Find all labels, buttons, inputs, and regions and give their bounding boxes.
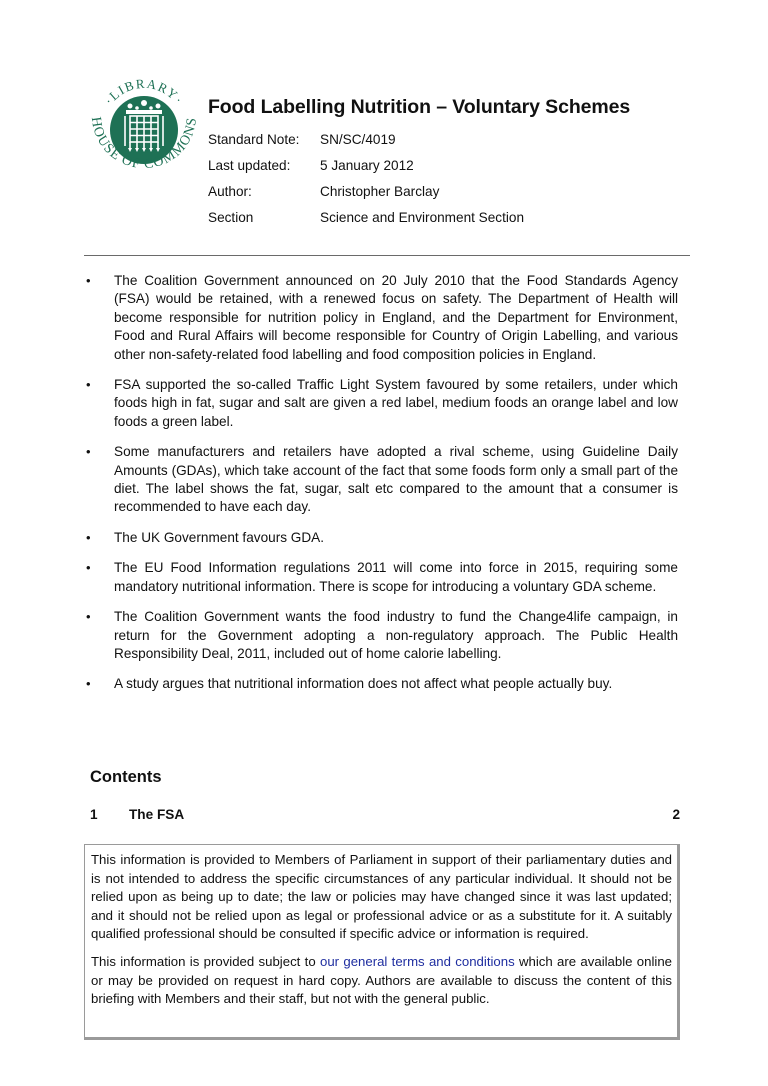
disclaimer-terms-paragraph [91,953,677,1009]
summary-bullet [84,608,678,663]
terms-and-conditions-link[interactable]: our general terms and conditions [319,953,515,969]
bullet-icon: • [86,676,91,692]
meta-value: Christopher Barclay [320,184,440,199]
portcullis-emblem-icon [82,66,206,190]
document-title: Food Labelling Nutrition – Voluntary Schemes [208,96,631,118]
bullet-icon: • [86,273,91,288]
summary-bullet [84,559,678,596]
svg-text:·LIBRARY·: ·LIBRARY· [101,75,187,108]
summary-bullet [84,529,678,547]
bullet-icon: • [86,444,91,460]
bullet-text: Some manufacturers and retailers have adopted a rival scheme, using Guideline Daily Amounts (GDAs), which take account of the fact that some foods form only a small part of the diet. The label shows the fat, sugar, salt etc compared to the amount that a consumer is recommended to have each day. [114,444,678,515]
disclaimer-text: which are available online or may be provided on request in hard copy. Authors are available to discuss the content of this briefing with Members and their staff, but not with the general public. [91,953,673,1007]
bullet-icon: • [86,529,91,545]
toc-entry-page: 2 [672,807,680,822]
house-of-commons-library-logo [82,66,206,190]
svg-text:HOUSE OF COMMONS: HOUSE OF COMMONS [87,116,201,173]
meta-row-standard-note [208,130,688,156]
bullet-text: FSA supported the so-called Traffic Light System favoured by some retailers, under which foods high in fat, sugar and salt are given a red label, medium foods an orange label and low foods a green label. [114,377,678,429]
toc-entry-number: 1 [90,807,98,822]
summary-bullet [84,675,678,693]
contents-heading: Contents [90,768,162,786]
disclaimer-box [84,844,680,1040]
meta-value: 5 January 2012 [320,158,414,173]
summary-bullet-list [84,272,678,706]
disclaimer-text: This information is provided subject to [91,953,320,969]
meta-label: Section [208,210,254,225]
bullet-text: The UK Government favours GDA. [114,529,325,545]
toc-entry-title[interactable]: The FSA [129,807,185,822]
meta-row-last-updated [208,156,688,182]
toc-entry[interactable] [90,807,680,822]
summary-bullet [84,272,678,364]
meta-row-section [208,208,688,234]
meta-value: SN/SC/4019 [320,132,396,147]
bullet-text: The Coalition Government announced on 20 July 2010 that the Food Standards Agency (FSA) would be retained, with a renewed focus on safety. The Department of Health will become responsible for nutrition policy in England, and the Department for Environment, Food and Rural Affairs will become responsible for Country of Origin Labelling, and various other non-safety-related food labelling and food composition policies in England. [114,273,678,362]
bullet-icon: • [86,609,91,625]
bullet-icon: • [86,377,91,393]
meta-label: Standard Note: [208,132,300,147]
header-divider [84,255,690,256]
meta-row-author [208,182,688,208]
bullet-text: The Coalition Government wants the food industry to fund the Change4life campaign, in return for the Government adopting a non-regulatory approach. The Public Health Responsibility Deal, 2011, included out of home calorie labelling. [114,609,678,661]
bullet-text: A study argues that nutritional information does not affect what people actually buy. [114,676,613,692]
meta-label: Last updated: [208,158,291,173]
bullet-text: The EU Food Information regulations 2011 will come into force in 2015, requiring some mandatory nutritional information. There is scope for introducing a voluntary GDA scheme. [114,560,678,594]
disclaimer-paragraph: This information is provided to Members of Parliament in support of their parliamentary duties and is not intended to address the specific circumstances of any particular individual. It should not be relied upon as being up to date; the law or policies may have changed since it was last updated; and it should not be relied upon as legal or professional advice or as a substitute for it. A suitably qualified professional should be consulted if specific advice or information is required. [91,852,672,942]
meta-value: Science and Environment Section [320,210,525,225]
document-header [208,96,688,234]
bullet-icon: • [86,560,91,576]
summary-bullet [84,443,678,517]
meta-label: Author: [208,184,252,199]
summary-bullet [84,376,678,431]
